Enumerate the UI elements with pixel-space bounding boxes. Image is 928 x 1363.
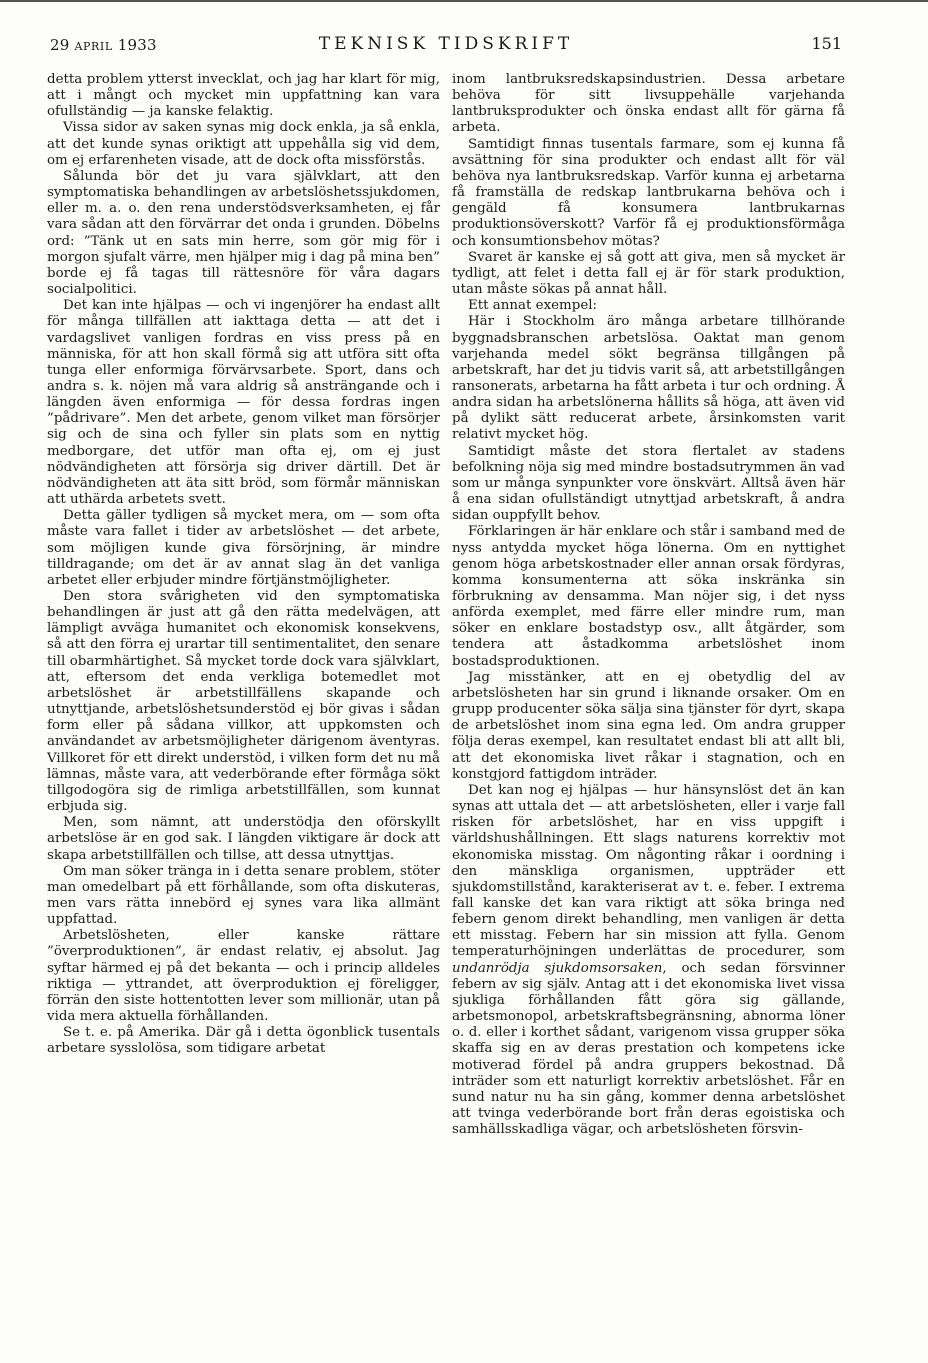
- paragraph: Förklaringen är här enklare och står i samband med de nyss antydda mycket höga lönerna. Om en nyttighet genom höga arbetskostnader eller annan orsak fördyras, komma konsumenterna att söka inskränka sin förbrukning av densamma. Man nöjer sig, i det nyss anförda exemplet, med färre eller mindre rum, man söker en enklare bostadstyp osv., allt åtgärder, som tendera att åstadkomma arbetslöshet inom bostadsproduktionen.: [452, 524, 845, 669]
- paragraph: Det kan inte hjälpas — och vi ingenjörer ha endast allt för många tillfällen att iakttaga detta — att det i vardagslivet vanligen fordras en viss press på en människa, för att hon skall förmå sig att utföra sitt ofta tunga eller enformiga förvärvsarbete. Sport, dans och andra s. k. nöjen må vara aldrig så ansträngande och i längden även enformiga — för dessa fordras ingen ”pådrivare”. Men det arbete, genom vilket man försörjer sig och de sina och fyller sin plats som en nyttig medborgare, det utför man ofta ej, om ej just nödvändigheten att försörja sig driver därtill. Det är nödvändigheten att äta sitt bröd, som förmår människan att uthärda arbetets svett.: [47, 298, 440, 508]
- date-day: 29: [50, 36, 70, 54]
- paragraph-text: , och sedan försvinner febern av sig själv. Antag att i det ekonomiska livet vissa sjukliga förhållanden fått göra sig gällande, arbetsmonopol, arbetskraftsbegränsning, abnorma löner o. d. eller i korthet sådant, varigenom vissa grupper söka skaffa sig en av deras prestation och kompetens icke motiverad fördel på andra gruppers bekostnad. Då inträder som ett naturligt korrektiv arbetslöshet. Får en sund natur nu ha sin gång, kommer denna arbetslöshet att tvinga vederbörande bort från deras egoistiska och samhällsskadliga vägar, och arbetslösheten försvin-: [452, 960, 845, 1138]
- paragraph: Ett annat exempel:: [468, 298, 598, 314]
- paragraph: Om man söker tränga in i detta senare problem, stöter man omedelbart på ett förhållande, som ofta diskuteras, men vars rätta innebörd ej synes vara lika allmänt uppfattad.: [47, 863, 440, 928]
- date-year: 1933: [117, 36, 157, 54]
- paragraph: Svaret är kanske ej så gott att giva, men så mycket är tydligt, att felet i detta fall ej är för stark produktion, utan måste sökas på annat håll.: [452, 249, 845, 298]
- paragraph: Här i Stockholm äro många arbetare tillhörande byggnadsbranschen arbetslösa. Oaktat man genom varjehanda medel sökt begränsa tillgången på arbetskraft, har det ju tidvis varit så, att arbetstillgången ransonerats, arbetarna ha fått arbeta i tur och ordning. Å andra sidan ha arbetslönerna hållits så höga, att även vid på dylikt sätt reducerat arbete, årsinkomsten varit relativt mycket hög.: [452, 314, 845, 443]
- date-month: APRIL: [74, 40, 113, 53]
- paragraph: Detta gäller tydligen så mycket mera, om — som ofta måste vara fallet i tider av arbetslöshet — det arbete, som möjligen kunde giva försörjning, är mindre tilldragande; om det är av annat slag än det vanliga arbetet eller erbjuder mindre förtjänstmöjligheter.: [47, 508, 440, 588]
- paragraph: Sålunda bör det ju vara självklart, att den symptomatiska behandlingen av arbetslöshetssjukdomen, eller m. a. o. den rena understödsverksamheten, ej får vara sådan att den förvärrar det onda i grunden. Döbelns ord: ”Tänk ut en sats min herre, som gör mig för i morgon sjufalt värre, men hjälper mig i dag på mina ben” borde ej få tagas till rättesnöre för våra dagars socialpolitici.: [47, 168, 440, 298]
- paragraph: inom lantbruksredskapsindustrien. Dessa arbetare behöva för sitt livsuppehälle varjehanda lantbruksprodukter och önska endast allt för gärna få arbeta.: [452, 72, 845, 136]
- right-column: [452, 72, 845, 1138]
- paragraph: [452, 783, 845, 1138]
- paragraph: detta problem ytterst invecklat, och jag har klart för mig, att i mångt och mycket min uppfattning kan vara ofullständig — ja kanske felaktig.: [47, 72, 440, 120]
- page-header: [50, 34, 842, 58]
- left-column: [47, 72, 440, 1058]
- paragraph: Samtidigt måste det stora flertalet av stadens befolkning nöja sig med mindre bostadsutrymmen än vad som ur många synpunkter vore önskvärt. Alltså även här å ena sidan ofullständigt utnyttjad arbetskraft, å andra sidan ouppfyllt behov.: [452, 443, 845, 524]
- top-edge-rule: [0, 0, 928, 2]
- paragraph: Arbetslösheten, eller kanske rättare ”överproduktionen”, är endast relativ, ej absolut. Jag syftar härmed ej på det bekanta — och i princip alldeles riktiga — yttrandet, att överproduktion ej föreligger, förrän den siste hottentotten lever som millionär, utan på vida mera aktuella förhållanden.: [47, 928, 440, 1025]
- paragraph: Samtidigt finnas tusentals farmare, som ej kunna få avsättning för sina produkter och endast allt för väl behöva nya lantbruksredskap. Varför kunna ej arbetarna få framställa de redskap lantbrukarna behöva och i gengäld få konsumera lantbrukarnas produktionsöverskott? Varför få ej produktionsförmåga och konsumtionsbehov mötas?: [452, 136, 845, 249]
- journal-title: TEKNISK TIDSKRIFT: [318, 34, 574, 54]
- page-number: 151: [811, 34, 842, 53]
- paragraph: Vissa sidor av saken synas mig dock enkla, ja så enkla, att det kunde synas oriktigt att uppehålla sig vid dem, om ej erfarenheten visade, att de dock ofta missförstås.: [47, 120, 440, 168]
- paragraph: Se t. e. på Amerika. Där gå i detta ögonblick tusentals arbetare sysslolösa, som tidigare arbetat: [47, 1025, 440, 1057]
- paragraph: Jag misstänker, att en ej obetydlig del av arbetslösheten har sin grund i liknande orsaker. Om en grupp producenter söka sälja sina tjänster för dyrt, skapa de arbetslöshet inom sina egna led. Om andra grupper följa deras exempel, kan resultatet endast bli att allt bli, att det ekonomiska livet råkar i stagnation, och en konstgjord fattigdom inträder.: [452, 669, 845, 782]
- paragraph-text: Det kan nog ej hjälpas — hur hänsynslöst det än kan synas att uttala det — att arbetslösheten, eller i varje fall risken för arbetslöshet, har en viss uppgift i världshushållningen. Ett slags naturens korrektiv mot ekonomiska misstag. Om någonting råkar i oordning i den mänskliga organismen, uppträder ett sjukdomstillstånd, karakteriserat av t. e. feber. I extrema fall kanske det kan vara riktigt att söka bringa ned febern genom direkt behandling, men vanligen är detta ett misstag. Febern har sin mission att fylla. Genom temperaturhöjningen underlättas de procedurer, som: [452, 782, 845, 960]
- paragraph: Den stora svårigheten vid den symptomatiska behandlingen är just att gå den rätta medelvägen, att lämpligt avväga humanitet och ekonomisk konsekvens, så att den förra ej urartar till sentimentalitet, den senare till obarmhärtighet. Så mycket torde dock vara självklart, att, eftersom det enda verkliga botemedlet mot arbetslöshet är arbetstillfällens skapande och utnyttjande, arbetslöshetsunderstöd ej bör givas i sådan form eller på sådana villkor, att uppkomsten och användandet av arbetsmöjligheter därigenom äventyras. Villkoret för ett direkt understöd, i vilken form det nu må lämnas, måste vara, att vederbörande efter förmåga sökt tillgodogöra sig de rimliga arbetstillfällen, som kunnat erbjuda sig.: [47, 589, 440, 815]
- paragraph: Men, som nämnt, att understödja den oförskyllt arbetslöse är en god sak. I längden viktigare är dock att skapa arbetstillfällen och tillse, att dessa utnyttjas.: [47, 815, 440, 863]
- emphasized-text: undanrödja sjukdomsorsaken: [452, 960, 663, 976]
